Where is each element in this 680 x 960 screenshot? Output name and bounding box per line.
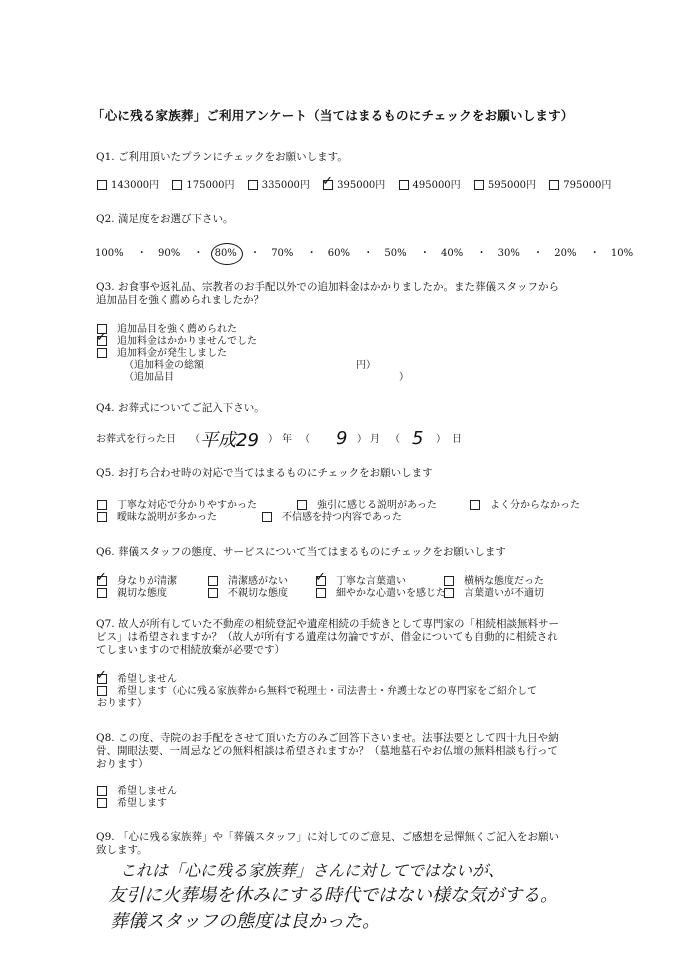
checkbox[interactable] xyxy=(316,588,326,598)
scale-item[interactable]: 20% xyxy=(554,248,577,259)
scale-dot: ・ xyxy=(589,248,600,259)
q2-scale xyxy=(95,248,635,260)
checkbox[interactable] xyxy=(97,786,107,796)
scale-item[interactable]: 50% xyxy=(384,248,407,259)
q5-option-3[interactable]: よく分からなかった xyxy=(470,500,580,512)
paren-close: ） xyxy=(436,434,446,445)
year-unit: 年 xyxy=(282,434,292,445)
paren-close: ） xyxy=(268,434,278,445)
q8-question-line3: おります） xyxy=(96,758,149,770)
q1-option[interactable]: 175000円 xyxy=(172,180,234,191)
scale-dot: ・ xyxy=(250,248,260,259)
paren-open: （ xyxy=(190,434,200,445)
checkbox[interactable] xyxy=(97,588,107,598)
checkbox[interactable] xyxy=(470,500,480,510)
q8-option-2[interactable]: 希望します xyxy=(97,798,167,810)
q5-question: Q5. お打ち合わせ時の対応で当てはまるものにチェックをお願いします xyxy=(96,467,433,479)
handwritten-era-year[interactable]: 平成29 xyxy=(200,430,259,451)
checkbox-checked[interactable] xyxy=(315,569,326,586)
scale-dot: ・ xyxy=(533,248,544,259)
checkbox[interactable] xyxy=(549,180,559,190)
check-mark-icon: ✓ xyxy=(96,569,107,585)
scale-item[interactable]: 30% xyxy=(497,248,520,259)
scale-item[interactable]: 10% xyxy=(610,248,634,259)
q1-option[interactable]: 495000円 xyxy=(399,180,461,191)
q5-option-5[interactable]: 不信感を持つ内容であった xyxy=(262,512,402,524)
handwritten-month[interactable]: 9 xyxy=(336,428,348,449)
q3-additional-total-unit: 円） xyxy=(356,360,376,371)
q6-question: Q6. 葬儀スタッフの態度、サービスについて当てはまるものにチェックをお願いします xyxy=(96,546,506,558)
q3-option-1[interactable]: 追加品目を強く薦められた xyxy=(97,324,237,336)
check-mark-icon: ✓ xyxy=(322,173,334,189)
scale-dot: ・ xyxy=(476,248,487,259)
checkbox[interactable] xyxy=(97,500,107,510)
scale-dot: ・ xyxy=(419,248,430,259)
checkbox-checked[interactable] xyxy=(96,667,107,684)
q5-option-4[interactable]: 曖昧な説明が多かった xyxy=(97,512,217,524)
q3-question-line2: 追加品目を強く薦められましたか？ xyxy=(96,294,264,306)
q3-additional-total: （追加料金の総額 xyxy=(124,360,204,371)
q3-additional-items-end: ） xyxy=(399,372,409,383)
checkbox[interactable] xyxy=(97,512,107,522)
q6-option-2[interactable]: 清潔感がない xyxy=(208,576,288,588)
q1-option[interactable]: 143000円 xyxy=(97,180,159,191)
checkbox[interactable] xyxy=(97,180,107,190)
checkbox[interactable] xyxy=(208,576,218,586)
q3-question-line1: Q3. お食事や返礼品、宗教者のお手配以外での追加料金はかかりましたか。また葬儀スタッフから xyxy=(96,281,559,293)
q3-additional-items: （追加品目 xyxy=(124,372,174,383)
q2-question: Q2. 満足度をお選び下さい。 xyxy=(96,213,234,225)
scale-dot: ・ xyxy=(136,248,147,259)
checkbox[interactable] xyxy=(262,512,272,522)
checkbox[interactable] xyxy=(444,588,454,598)
q3-option-3[interactable]: 追加料金が発生しました xyxy=(97,348,227,360)
q7-option-2-cont: おります） xyxy=(97,698,147,709)
q6-option-3[interactable]: ✓ 丁寧な言葉遣い xyxy=(315,569,406,587)
q8-question-line2: 骨、開眼法要、一周忌などの無料相談は希望されますか？（墓地墓石やお仏壇の無料相談も行って xyxy=(96,745,558,757)
day-unit: 日 xyxy=(452,434,462,445)
checkbox-checked[interactable] xyxy=(96,329,107,346)
paren-close: ） xyxy=(357,434,367,445)
checkbox[interactable] xyxy=(444,576,454,586)
paren-open: （ xyxy=(300,434,310,445)
paren-open: （ xyxy=(390,434,400,445)
q9-question-line1: Q9. 「心に残る家族葬」や「葬儀スタッフ」に対してのご意見、ご感想を忌憚無くご記入をお願い xyxy=(96,831,559,843)
q1-option[interactable]: 595000円 xyxy=(474,180,536,191)
q6-option-5[interactable]: 親切な態度 xyxy=(97,588,167,600)
scale-dot: ・ xyxy=(306,248,317,259)
scale-dot: ・ xyxy=(193,248,204,259)
scale-item[interactable]: 60% xyxy=(327,248,351,259)
q6-option-1[interactable]: ✓ 身なりが清潔 xyxy=(96,569,177,587)
check-mark-icon: ✓ xyxy=(315,569,326,585)
q1-options xyxy=(97,173,612,192)
scale-item[interactable]: 70% xyxy=(271,248,294,259)
page-title: 「心に残る家族葬」ご利用アンケート（当てはまるものにチェックをお願いします） xyxy=(92,108,574,123)
checkbox[interactable] xyxy=(297,500,307,510)
scale-item[interactable]: 90% xyxy=(157,248,181,259)
checkbox[interactable] xyxy=(399,180,409,190)
q6-option-7[interactable]: 細やかな心遣いを感じた xyxy=(316,588,446,600)
q1-option[interactable]: 335000円 xyxy=(248,180,310,191)
q6-option-6[interactable]: 不親切な態度 xyxy=(208,588,288,600)
month-unit: 月 xyxy=(370,434,380,445)
handwritten-comment-line2[interactable]: 友引に火葬場を休みにする時代ではない様な気がする。 xyxy=(108,885,558,906)
q6-option-4[interactable]: 横柄な態度だった xyxy=(444,576,544,588)
q7-option-2[interactable]: 希望します（心に残る家族葬から無料で税理士・司法書士・弁護士などの専門家をご紹介して xyxy=(97,686,537,698)
q7-option-1[interactable]: ✓ 希望しません xyxy=(96,667,177,685)
handwritten-comment-line3[interactable]: 葬儀スタッフの態度は良かった。 xyxy=(110,911,380,932)
q7-question-line3: てしまいますので相続放棄が必要です） xyxy=(96,644,285,656)
check-mark-icon: ✓ xyxy=(96,667,107,683)
q5-option-2[interactable]: 強引に感じる説明があった xyxy=(297,500,437,512)
checkbox[interactable] xyxy=(97,686,107,696)
checkbox[interactable] xyxy=(97,348,107,358)
q8-option-1[interactable]: 希望しません xyxy=(97,786,177,798)
checkbox[interactable] xyxy=(474,180,484,190)
handwritten-comment-line1[interactable]: これは「心に残る家族葬」さんに対してではないが、 xyxy=(120,861,505,880)
q1-option[interactable]: ✓ 395000円 xyxy=(322,173,386,191)
q4-date-label: お葬式を行った日 xyxy=(96,434,176,445)
q6-option-8[interactable]: 言葉遣いが不適切 xyxy=(444,588,544,600)
selection-circle-icon xyxy=(211,243,243,265)
scale-item[interactable]: 100% xyxy=(95,248,124,259)
q1-question: Q1. ご利用頂いたプランにチェックをお願いします。 xyxy=(96,151,348,163)
q5-option-1[interactable]: 丁寧な対応で分かりやすかった xyxy=(97,500,257,512)
checkbox[interactable] xyxy=(208,588,218,598)
q7-question-line1: Q7. 故人が所有していた不動産の相続登記や遺産相続の手続きとして専門家の「相続相談無料サー xyxy=(96,618,559,630)
q8-question-line1: Q8. この度、寺院のお手配をさせて頂いた方のみご回答下さいませ。法事法要として四十九日や納 xyxy=(96,732,559,744)
checkbox[interactable] xyxy=(172,180,182,190)
check-mark-icon: ✓ xyxy=(96,329,107,345)
scale-item[interactable]: 40% xyxy=(441,248,464,259)
q1-option[interactable]: 795000円 xyxy=(549,180,611,191)
q4-question: Q4. お葬式についてご記入下さい。 xyxy=(96,402,265,414)
q7-question-line2: ビス」は希望されますか？（故人が所有する遺産は勿論ですが、借金についても自動的に相続され xyxy=(96,631,558,643)
checkbox[interactable] xyxy=(97,798,107,808)
checkbox-checked[interactable] xyxy=(322,173,334,190)
scale-dot: ・ xyxy=(363,248,374,259)
scale-item-selected[interactable]: 80% xyxy=(215,248,237,259)
handwritten-day[interactable]: 5 xyxy=(412,428,424,449)
checkbox[interactable] xyxy=(248,180,258,190)
checkbox-checked[interactable] xyxy=(96,569,107,586)
q3-option-2[interactable]: ✓ 追加料金はかかりませんでした xyxy=(96,329,257,347)
q9-question-line2: 致します。 xyxy=(96,844,148,856)
